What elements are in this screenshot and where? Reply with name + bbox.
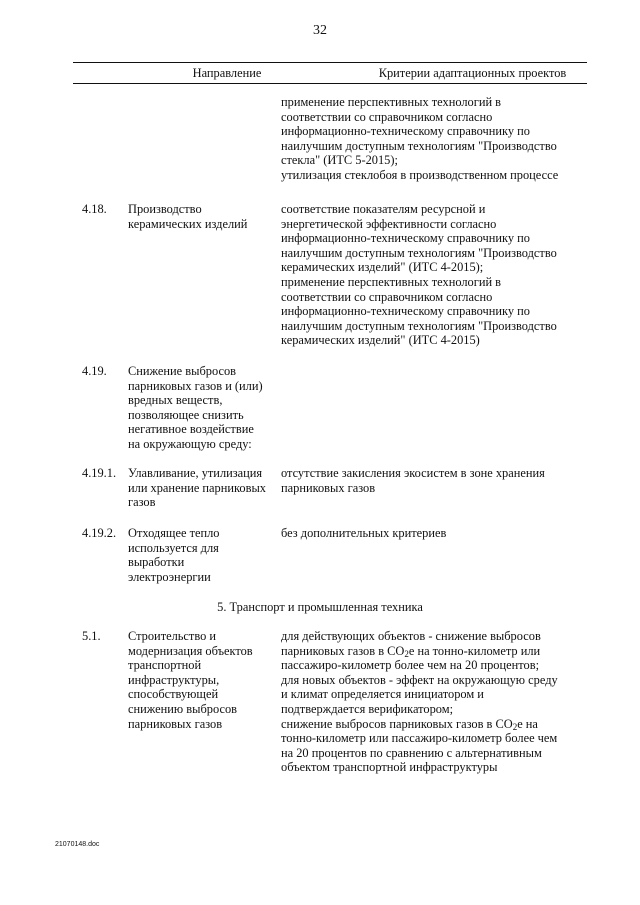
text-line: энергетической эффективности согласно [281, 216, 497, 231]
text-line: наилучшим доступным технологиям "Производство [281, 138, 557, 153]
text-line: Улавливание, утилизация [128, 466, 263, 480]
text-line: соответствии со справочником согласно [281, 109, 493, 124]
text-line: применение перспективных технологий в [281, 274, 502, 289]
text-line: газов [128, 495, 156, 510]
text-line: на 20 процентов по сравнению с альтернативным [281, 745, 542, 760]
text-line: информационно-техническому справочнику по [281, 124, 530, 139]
text-line: электроэнергии [128, 569, 211, 584]
text-line: информационно-техническому справочнику по [281, 304, 530, 319]
row-number-4-19-2: 4.19.2. [82, 526, 117, 540]
text-line: соответствии со справочником согласно [281, 289, 493, 304]
direction-4-19-2 [128, 526, 274, 584]
text-line: без дополнительных критериев [281, 526, 447, 540]
text-line: на окружающую среду: [128, 436, 252, 451]
row-number-4-19-1: 4.19.1. [82, 466, 117, 480]
criteria-4-19-2 [281, 526, 581, 541]
header-criteria: Критерии адаптационных проектов [378, 66, 567, 80]
direction-4-19 [128, 364, 274, 452]
text-line: или хранение парниковых [128, 480, 266, 495]
text-line [281, 644, 581, 659]
text-line: пассажиро-километр более чем на 20 процентов; [281, 658, 540, 673]
text-line: стекла" (ИТС 5-2015); [281, 153, 398, 168]
direction-5-1 [128, 629, 274, 731]
text-line: инфраструктуры, [128, 672, 220, 687]
text-segment: снижение выбросов парниковых газов в CO [281, 716, 513, 731]
criteria-4-18 [281, 202, 581, 348]
text-segment: е на тонно-километр или [408, 643, 541, 658]
text-line: утилизация стеклобоя в производственном процессе [281, 167, 559, 182]
row-number-4-18: 4.18. [82, 202, 107, 216]
table-header [73, 62, 587, 84]
text-line: выработки [128, 555, 185, 570]
row-number-4-19: 4.19. [82, 364, 107, 378]
text-line: модернизация объектов [128, 643, 253, 658]
text-line: снижению выбросов [128, 701, 237, 716]
text-line: Производство [128, 202, 202, 216]
text-segment: е на [517, 716, 538, 731]
header-direction: Направление [192, 66, 262, 80]
text-line: подтверждается верификатором; [281, 701, 454, 716]
text-line: транспортной [128, 658, 202, 673]
text-line: керамических изделий" (ИТС 4-2015); [281, 260, 484, 275]
text-line: наилучшим доступным технологиям "Производство [281, 245, 557, 260]
text-line: для действующих объектов - снижение выбросов [281, 629, 541, 643]
text-line: информационно-техническому справочнику по [281, 231, 530, 246]
criteria-4-19-1 [281, 466, 581, 495]
subscript: 2 [404, 648, 409, 659]
text-line: позволяющее снизить [128, 407, 244, 422]
direction-4-19-1 [128, 466, 274, 510]
page-number: 32 [313, 23, 327, 38]
text-line: керамических изделий [128, 216, 248, 231]
row-number-5-1: 5.1. [82, 629, 101, 643]
text-line: парниковых газов и (или) [128, 378, 263, 393]
text-segment: парниковых газов в CO [281, 643, 405, 658]
text-line: отсутствие закисления экосистем в зоне хранения [281, 466, 545, 480]
criteria-continuation [281, 95, 581, 183]
text-line: Отходящее тепло [128, 526, 220, 540]
document-filename: 21070148.doc [55, 841, 100, 848]
text-line: применение перспективных технологий в [281, 95, 502, 109]
text-line: парниковых газов [281, 480, 376, 495]
text-line: для новых объектов - эффект на окружающую среду [281, 672, 558, 687]
section-title: 5. Транспорт и промышленная техника [217, 600, 423, 614]
text-line: тонно-километр или пассажиро-километр более чем [281, 731, 558, 746]
text-line [281, 717, 581, 732]
text-line: вредных веществ, [128, 393, 223, 408]
text-line: негативное воздействие [128, 422, 254, 437]
text-line: используется для [128, 540, 219, 555]
text-line: соответствие показателям ресурсной и [281, 202, 486, 216]
text-line: объектом транспортной инфраструктуры [281, 760, 498, 775]
direction-4-18 [128, 202, 274, 231]
text-line: парниковых газов [128, 716, 223, 731]
subscript: 2 [512, 721, 518, 732]
text-line: способствующей [128, 687, 219, 702]
text-line: наилучшим доступным технологиям "Производство [281, 318, 557, 333]
text-line: и климат определяется инициатором и [281, 687, 484, 702]
text-line: Снижение выбросов [128, 364, 237, 378]
text-line: Строительство и [128, 629, 217, 643]
criteria-5-1 [281, 629, 581, 775]
text-line: керамических изделий" (ИТС 4-2015) [281, 333, 480, 348]
